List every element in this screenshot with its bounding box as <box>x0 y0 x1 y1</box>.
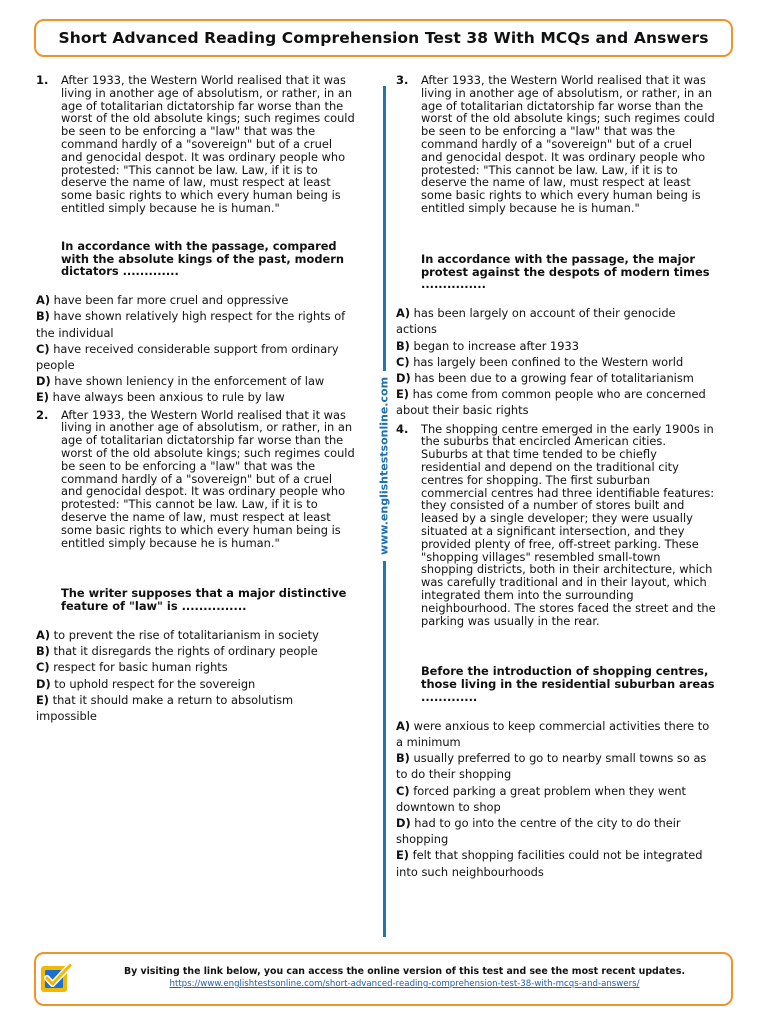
option-d[interactable] <box>396 370 716 386</box>
option-a[interactable] <box>396 305 716 337</box>
option-e[interactable] <box>396 386 716 418</box>
options-list <box>396 718 716 880</box>
option-text: have been far more cruel and oppressive <box>53 293 289 308</box>
option-e[interactable] <box>36 692 356 724</box>
options-list <box>36 292 356 405</box>
option-text: have always been anxious to rule by law <box>52 390 285 405</box>
title-banner <box>34 19 733 57</box>
option-letter: D) <box>36 374 51 389</box>
option-d[interactable] <box>36 676 356 692</box>
option-letter: E) <box>396 848 409 863</box>
right-column <box>396 74 716 880</box>
option-letter: B) <box>396 338 410 353</box>
option-e[interactable] <box>36 389 356 405</box>
question-stem: In accordance with the passage, the major protest against the despots of modern times ............... <box>421 251 710 292</box>
question-stem: The writer supposes that a major distinctive feature of "law" is ............... <box>61 586 347 614</box>
footer-note: By visiting the link below, you can access the online version of this test and see the most recent updates. <box>123 966 686 977</box>
option-c[interactable] <box>36 341 356 373</box>
option-text: to prevent the rise of totalitarianism in society <box>53 627 319 642</box>
question-passage: After 1933, the Western World realised that it was living in another age of absolutism, or rather, in an age of totalitarian dictatorship far worse than the worst of the old absolute kings; such regimes could be seen to be enforcing a "law" that was the command hardly of a "sovereign" but of a cruel and genocidal despot. It was ordinary people who protested: "This cannot be law. Law, if it is to deserve the name of law, must respect at least some basic rights to which every human being is entitled simply because he is human." <box>61 407 355 550</box>
option-letter: E) <box>396 387 409 402</box>
option-letter: A) <box>396 306 411 321</box>
option-b[interactable] <box>36 308 356 340</box>
footer-text <box>86 966 723 990</box>
question-number: 4. <box>396 421 409 436</box>
options-list <box>36 627 356 724</box>
checkbox-check-icon <box>40 963 72 993</box>
option-text: began to increase after 1933 <box>413 338 580 353</box>
option-letter: C) <box>36 341 50 356</box>
option-letter: E) <box>36 390 49 405</box>
option-text: have received considerable support from ordinary people <box>36 341 339 372</box>
question-stem: In accordance with the passage, compared with the absolute kings of the past, modern dictators ............. <box>61 238 344 279</box>
question-3 <box>396 74 716 291</box>
option-e[interactable] <box>396 847 716 879</box>
question-passage: The shopping centre emerged in the early 1900s in the suburbs that encircled American cities. Suburbs at that time tended to be chiefly residential and depend on the traditional city centres for shopping. The first suburban commercial centres had three identifiable features: they consisted of a number of stores built and leased by a single developer; they were usually situated at a significant intersection, and they provided plenty of free, off-street parking. These "shopping villages" resembled small-town shopping districts, both in their architecture, which was carefully traditional and in their layout, which integrated them into the surrounding neighbourhood. The stores faced the street and the parking was usually in the rear. <box>421 421 716 628</box>
footer-banner <box>34 952 733 1006</box>
option-a[interactable] <box>36 292 356 308</box>
option-text: has largely been confined to the Western world <box>413 354 684 369</box>
option-b[interactable] <box>36 643 356 659</box>
option-text: felt that shopping facilities could not be integrated into such neighbourhoods <box>396 848 703 879</box>
option-letter: D) <box>396 370 411 385</box>
question-stem: Before the introduction of shopping centres, those living in the residential suburban areas ............. <box>421 664 715 704</box>
option-d[interactable] <box>396 815 716 847</box>
option-b[interactable] <box>396 338 716 354</box>
option-text: has come from common people who are concerned about their basic rights <box>396 387 706 418</box>
option-b[interactable] <box>396 750 716 782</box>
side-website-label: www.englishtestsonline.com <box>374 371 395 561</box>
option-letter: C) <box>396 354 410 369</box>
option-letter: A) <box>36 627 51 642</box>
question-number: 2. <box>36 407 49 422</box>
option-letter: B) <box>396 751 410 766</box>
question-4 <box>396 423 716 704</box>
question-number: 1. <box>36 73 49 87</box>
option-text: were anxious to keep commercial activities there to a minimum <box>396 718 710 749</box>
option-letter: B) <box>36 309 50 324</box>
footer-link[interactable]: https://www.englishtestsonline.com/short-advanced-reading-comprehension-test-38-with-mcqs-and-answers/ <box>169 979 640 989</box>
option-text: have shown leniency in the enforcement of law <box>54 374 325 389</box>
option-text: has been largely on account of their genocide actions <box>396 306 676 337</box>
option-letter: D) <box>36 676 51 691</box>
question-passage: After 1933, the Western World realised that it was living in another age of absolutism, or rather, in an age of totalitarian dictatorship far worse than the worst of the old absolute kings; such regimes could be seen to be enforcing a "law" that was the command hardly of a "sovereign" but of a cruel and genocidal despot. It was ordinary people who protested: "This cannot be law. Law, if it is to deserve the name of law, must respect at least some basic rights to which every human being is entitled simply because he is human." <box>421 73 715 215</box>
option-letter: C) <box>396 783 410 798</box>
left-column <box>36 74 356 724</box>
page-title: Short Advanced Reading Comprehension Test 38 With MCQs and Answers <box>58 29 709 47</box>
option-a[interactable] <box>396 718 716 750</box>
option-text: that it disregards the rights of ordinary people <box>53 644 318 659</box>
option-letter: B) <box>36 644 50 659</box>
option-text: that it should make a return to absolutism impossible <box>36 692 294 723</box>
option-c[interactable] <box>36 659 356 675</box>
option-letter: D) <box>396 815 411 830</box>
option-letter: E) <box>36 692 49 707</box>
option-text: to uphold respect for the sovereign <box>54 676 256 691</box>
question-number: 3. <box>396 73 409 87</box>
option-text: had to go into the centre of the city to do their shopping <box>396 815 681 847</box>
option-c[interactable] <box>396 354 716 370</box>
option-text: respect for basic human rights <box>53 660 228 675</box>
option-text: have shown relatively high respect for the rights of the individual <box>36 309 346 340</box>
option-c[interactable] <box>396 783 716 815</box>
option-a[interactable] <box>36 627 356 643</box>
option-text: has been due to a growing fear of totalitarianism <box>414 370 694 385</box>
options-list <box>396 305 716 418</box>
question-passage: After 1933, the Western World realised that it was living in another age of absolutism, or rather, in an age of totalitarian dictatorship far worse than the worst of the old absolute kings; such regimes could be seen to be enforcing a "law" that was the command hardly of a "sovereign" but of a cruel and genocidal despot. It was ordinary people who protested: "This cannot be law. Law, if it is to deserve the name of law, must respect at least some basic rights to which every human being is entitled simply because he is human." <box>61 73 355 215</box>
option-text: usually preferred to go to nearby small towns so as to do their shopping <box>396 751 707 782</box>
question-1 <box>36 74 356 278</box>
option-letter: A) <box>396 718 411 733</box>
option-letter: A) <box>36 293 51 308</box>
option-text: forced parking a great problem when they went downtown to shop <box>396 783 686 814</box>
question-2 <box>36 409 356 613</box>
option-letter: C) <box>36 660 50 675</box>
option-d[interactable] <box>36 373 356 389</box>
